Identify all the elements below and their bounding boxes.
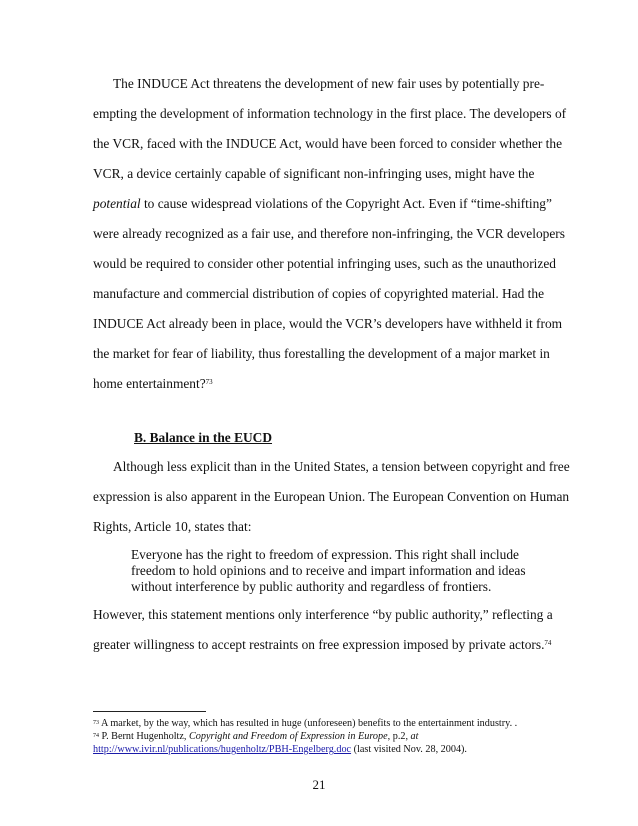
body-text-line: expression is also apparent in the European Union. The European Convention on Human: [93, 489, 570, 504]
body-text-line: the VCR, faced with the INDUCE Act, would have been forced to consider whether the: [93, 136, 563, 151]
footnote-reference-74[interactable]: 74: [544, 639, 552, 647]
block-quote-line: without interference by public authority and regardless of frontiers.: [131, 579, 492, 594]
body-text-line: However, this statement mentions only interference “by public authority,” reflecting a: [93, 607, 553, 622]
footnote-74: [93, 731, 418, 743]
footnote-text: P. Bernt Hugenholtz,: [99, 731, 189, 742]
body-text-line: empting the development of information technology in the first place. The developers of: [93, 106, 567, 121]
body-text-line: Rights, Article 10, states that:: [93, 519, 252, 534]
body-text-line: INDUCE Act already been in place, would the VCR’s developers have withheld it from: [93, 316, 563, 331]
emphasized-word: potential: [93, 196, 141, 211]
footnote-text: (last visited Nov. 28, 2004).: [351, 744, 467, 755]
body-text-line: [93, 376, 213, 392]
body-text-span: home entertainment?: [93, 376, 206, 391]
body-text-line: Although less explicit than in the United States, a tension between copyright and free: [113, 459, 570, 474]
footnote-reference-73[interactable]: 73: [205, 378, 213, 386]
footnote-signal: at: [410, 731, 419, 742]
cited-work-title: Copyright and Freedom of Expression in Europe: [188, 731, 388, 742]
footnote-separator: [93, 711, 206, 712]
footnote-74-continued: [93, 744, 467, 756]
body-text-span: greater willingness to accept restraints on free expression imposed by private actors.: [93, 637, 545, 652]
block-quote-line: Everyone has the right to freedom of expression. This right shall include: [131, 547, 519, 562]
body-text-line: [93, 196, 552, 212]
footnote-number: 74: [93, 733, 99, 739]
body-text-line: VCR, a device certainly capable of significant non-infringing uses, might have the: [93, 166, 535, 181]
body-text-line: [93, 637, 551, 653]
footnote-text: , p.2,: [387, 731, 411, 742]
footnote-number: 73: [93, 720, 99, 726]
body-text-line: the market for fear of liability, thus forestalling the development of a major market in: [93, 346, 550, 361]
body-text-span: to cause widespread violations of the Copyright Act. Even if “time-shifting”: [140, 196, 552, 211]
footnote-url-link[interactable]: http://www.ivir.nl/publications/hugenholtz/PBH-Engelberg.doc: [93, 744, 352, 755]
body-text-line: would be required to consider other potential infringing uses, such as the unauthorized: [93, 256, 556, 271]
body-text-line: were already recognized as a fair use, and therefore non-infringing, the VCR developers: [93, 226, 565, 241]
block-quote-line: freedom to hold opinions and to receive and impart information and ideas: [131, 563, 526, 578]
footnote-text: A market, by the way, which has resulted in huge (unforeseen) benefits to the entertainment industry. .: [99, 718, 518, 729]
section-heading: B. Balance in the EUCD: [134, 430, 273, 445]
body-text-line: manufacture and commercial distribution of copies of copyrighted material. Had the: [93, 286, 545, 301]
page-number: 21: [312, 777, 326, 792]
footnote-73: [93, 718, 517, 730]
body-text-line: The INDUCE Act threatens the development of new fair uses by potentially pre-: [113, 76, 545, 91]
